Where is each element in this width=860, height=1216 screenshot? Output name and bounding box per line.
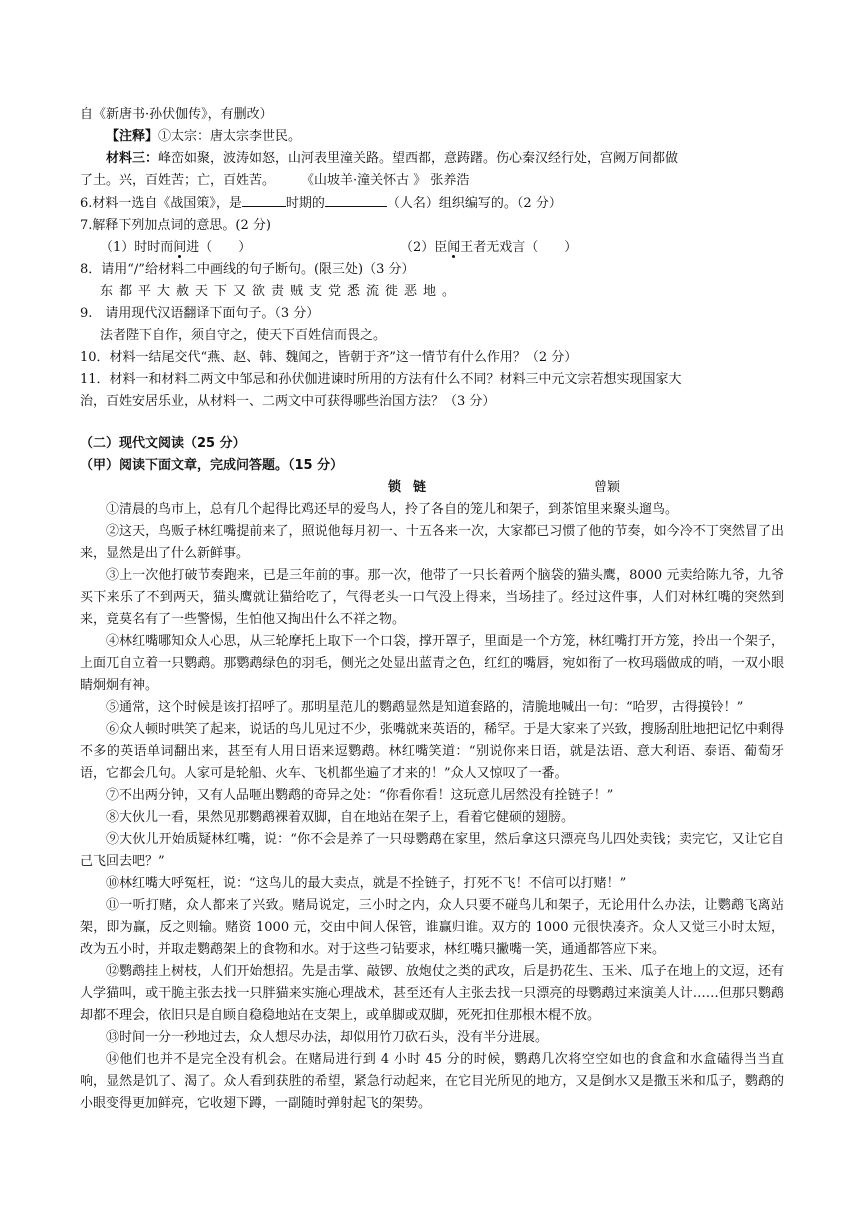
question-7-option-1: （1）时时而间进（ ） xyxy=(100,240,252,255)
article-paragraph: ⑪一听打赌，众人都来了兴致。赌局说定，三小时之内，众人只要不碰鸟儿和架子，无论用什么办法，让鹦鹉飞离站架，即为赢，反之则输。赌资 1000 元，交由中间人保管，谁赢归谁。双方的 1000 元很快凑齐。众人又觉三小时太短，改为五小时，并取走鹦鹉架上的食物和水。对于这些刁钻要求，林红嘴只撇嘴一笑，通通都答应下来。 xyxy=(80,898,784,957)
question-11-line2: 治，百姓安居乐业，从材料一、二两文中可获得哪些治国方法？（3 分） xyxy=(80,394,496,409)
article-paragraph: ④林红嘴哪知众人心思，从三轮摩托上取下一个口袋，撑开罩子，里面是一个方笼，林红嘴打开方笼，拎出一个架子，上面兀自立着一只鹦鹉。那鹦鹉绿色的羽毛，侧光之处显出蓝青之色，红红的嘴唇，宛如衔了一枚玛瑙做成的哨，一双小眼睛炯炯有神。 xyxy=(80,634,784,693)
article-paragraph: ⑩林红嘴大呼冤枉，说：“这鸟儿的最大卖点，就是不拴链子，打死不飞！不信可以打赌！” xyxy=(106,876,627,891)
note-label: 【注释】 xyxy=(106,129,159,144)
question-6: 6.材料一选自《战国策》，是 时期的 （人名）组织编写的。（2 分） xyxy=(80,192,784,215)
material3-source: 《山坡羊·潼关怀古 》 张养浩 xyxy=(301,173,470,188)
answer-blank-person[interactable] xyxy=(325,192,387,207)
document-page xyxy=(80,104,784,1115)
section-heading-part-a: （甲）阅读下面文章，完成问答题。（15 分） xyxy=(80,458,344,473)
material3-line1: 材料三：峰峦如聚，波涛如怒，山河表里潼关路。望西都，意踌躇。伤心秦汉经行处，宫阙万间都做 xyxy=(106,151,679,166)
dotted-char-wen: 闻 xyxy=(447,240,461,255)
note-line xyxy=(80,126,784,148)
material3-label: 材料三： xyxy=(106,151,159,166)
article-paragraph: ⑭他们也并不是完全没有机会。在赌局进行到 4 小时 45 分的时候，鹦鹉几次将空空如也的食盒和水盒磕得当当直响，显然是饥了、渴了。众人看到获胜的希望，紧急行动起来，在它目光所见的地方，又是倒水又是撒玉米和瓜子，鹦鹉的小眼变得更加鲜亮，它收翅下蹲，一副随时弹射起飞的架势。 xyxy=(80,1052,784,1111)
material2-source-end: 自《新唐书·孙伏伽传》，有删改） xyxy=(80,107,273,122)
question-10: 10．材料一结尾交代“燕、赵、韩、魏闻之，皆朝于齐”这一情节有什么作用？（2 分） xyxy=(80,350,578,365)
question-7-options xyxy=(80,237,784,259)
article-title: 锁链 xyxy=(388,480,439,495)
section-heading-modern-reading: （二）现代文阅读（25 分） xyxy=(80,436,246,451)
question-7-option-2: （2）臣闻王者无戏言（ ） xyxy=(400,240,578,255)
article-paragraph: ①清晨的鸟市上，总有几个起得比鸡还早的爱鸟人，拎了各自的笼儿和架子，到茶馆里来聚头遛鸟。 xyxy=(106,502,679,517)
question-7-stem: 7.解释下列加点词的意思。(2 分) xyxy=(80,218,271,233)
article-title-line xyxy=(80,477,784,499)
article-paragraph: ⑨大伙儿开始质疑林红嘴，说：“你不会是养了一只母鹦鹉在家里，然后拿这只漂亮鸟儿四处卖钱；卖完它，又让它自己飞回去吧？” xyxy=(80,832,784,869)
article-paragraph: ②这天，鸟贩子林红嘴提前来了，照说他每月初一、十五各来一次，大家都已习惯了他的节奏，如今冷不丁突然冒了出来，显然是出了什么新鲜事。 xyxy=(80,524,784,561)
question-9-stem: 9. 请用现代汉语翻译下面句子。（3 分） xyxy=(80,306,320,321)
article-author: 曾颖 xyxy=(594,480,621,495)
article-paragraph: ⑤通常，这个时候是该打招呼了。那明星范儿的鹦鹉显然是知道套路的，清脆地喊出一句：“哈罗，古得摸铃！” xyxy=(106,700,744,715)
article-paragraph: ⑫鹦鹉挂上树枝，人们开始想招。先是击掌、敲锣、放炮仗之类的武攻，后是扔花生、玉米、瓜子在地上的文逗，还有人学猫叫，或干脆主张去找一只胖猫来实施心理战术，甚至还有人主张去找一只漂亮的母鹦鹉过来演美人计……但那只鹦鹉却都不理会，依旧只是自顾自稳稳地站在支架上，或单脚或双脚，死死扣住那根木棍不放。 xyxy=(80,964,784,1023)
question-8-stem: 8．请用“/”给材料二中画线的句子断句。(限三处)（3 分） xyxy=(80,262,415,277)
article-paragraph: ⑬时间一分一秒地过去，众人想尽办法，却似用竹刀砍石头，没有半分进展。 xyxy=(106,1030,549,1045)
article-paragraph: ⑦不出两分钟，又有人品咂出鹦鹉的奇异之处：“你看你看！这玩意儿居然没有拴链子！” xyxy=(106,788,614,803)
article-paragraph: ⑧大伙儿一看，果然见那鹦鹉裸着双脚，自在地站在架子上，看着它健硕的翅膀。 xyxy=(106,810,575,825)
material3-line2: 了土。兴，百姓苦；亡，百姓苦。 《山坡羊·潼关怀古 》 张养浩 xyxy=(80,173,470,188)
article-paragraph: ③上一次他打破节奏跑来，已是三年前的事。那一次，他带了一只长着两个脑袋的猫头鹰，8000 元卖给陈九爷，九爷买下来乐了不到两天，猫头鹰就让猫给吃了，气得老头一口气没上得来，当场挂了。经过这件事，人们对林红嘴的突然到来，竟莫名有了一些警惕，生怕他又掏出什么不祥之物。 xyxy=(80,568,784,627)
dotted-char-jian: 间 xyxy=(173,240,187,255)
answer-blank-era[interactable] xyxy=(242,192,286,207)
note-text: ①太宗：唐太宗李世民。 xyxy=(158,129,302,144)
question-9-sentence: 法者陛下自作，须自守之，使天下百姓信而畏之。 xyxy=(100,328,387,343)
question-11-line1: 11．材料一和材料二两文中邹忌和孙伏伽进谏时所用的方法有什么不同？材料三中元文宗若想实现国家大 xyxy=(80,372,682,387)
article-paragraph: ⑥众人顿时哄笑了起来，说话的鸟儿见过不少，张嘴就来英语的，稀罕。于是大家来了兴致，搜肠刮肚地把记忆中剩得不多的英语单词翻出来，甚至有人用日语来逗鹦鹉。林红嘴笑道：“别说你来日语，就是法语、意大利语、泰语、葡萄牙语，它都会几句。人家可是轮船、火车、飞机都坐遍了才来的！”众人又惊叹了一番。 xyxy=(80,722,784,781)
question-8-sentence: 东都平大赦天下又欲责贼支党悉流徙恶地。 xyxy=(100,284,462,299)
